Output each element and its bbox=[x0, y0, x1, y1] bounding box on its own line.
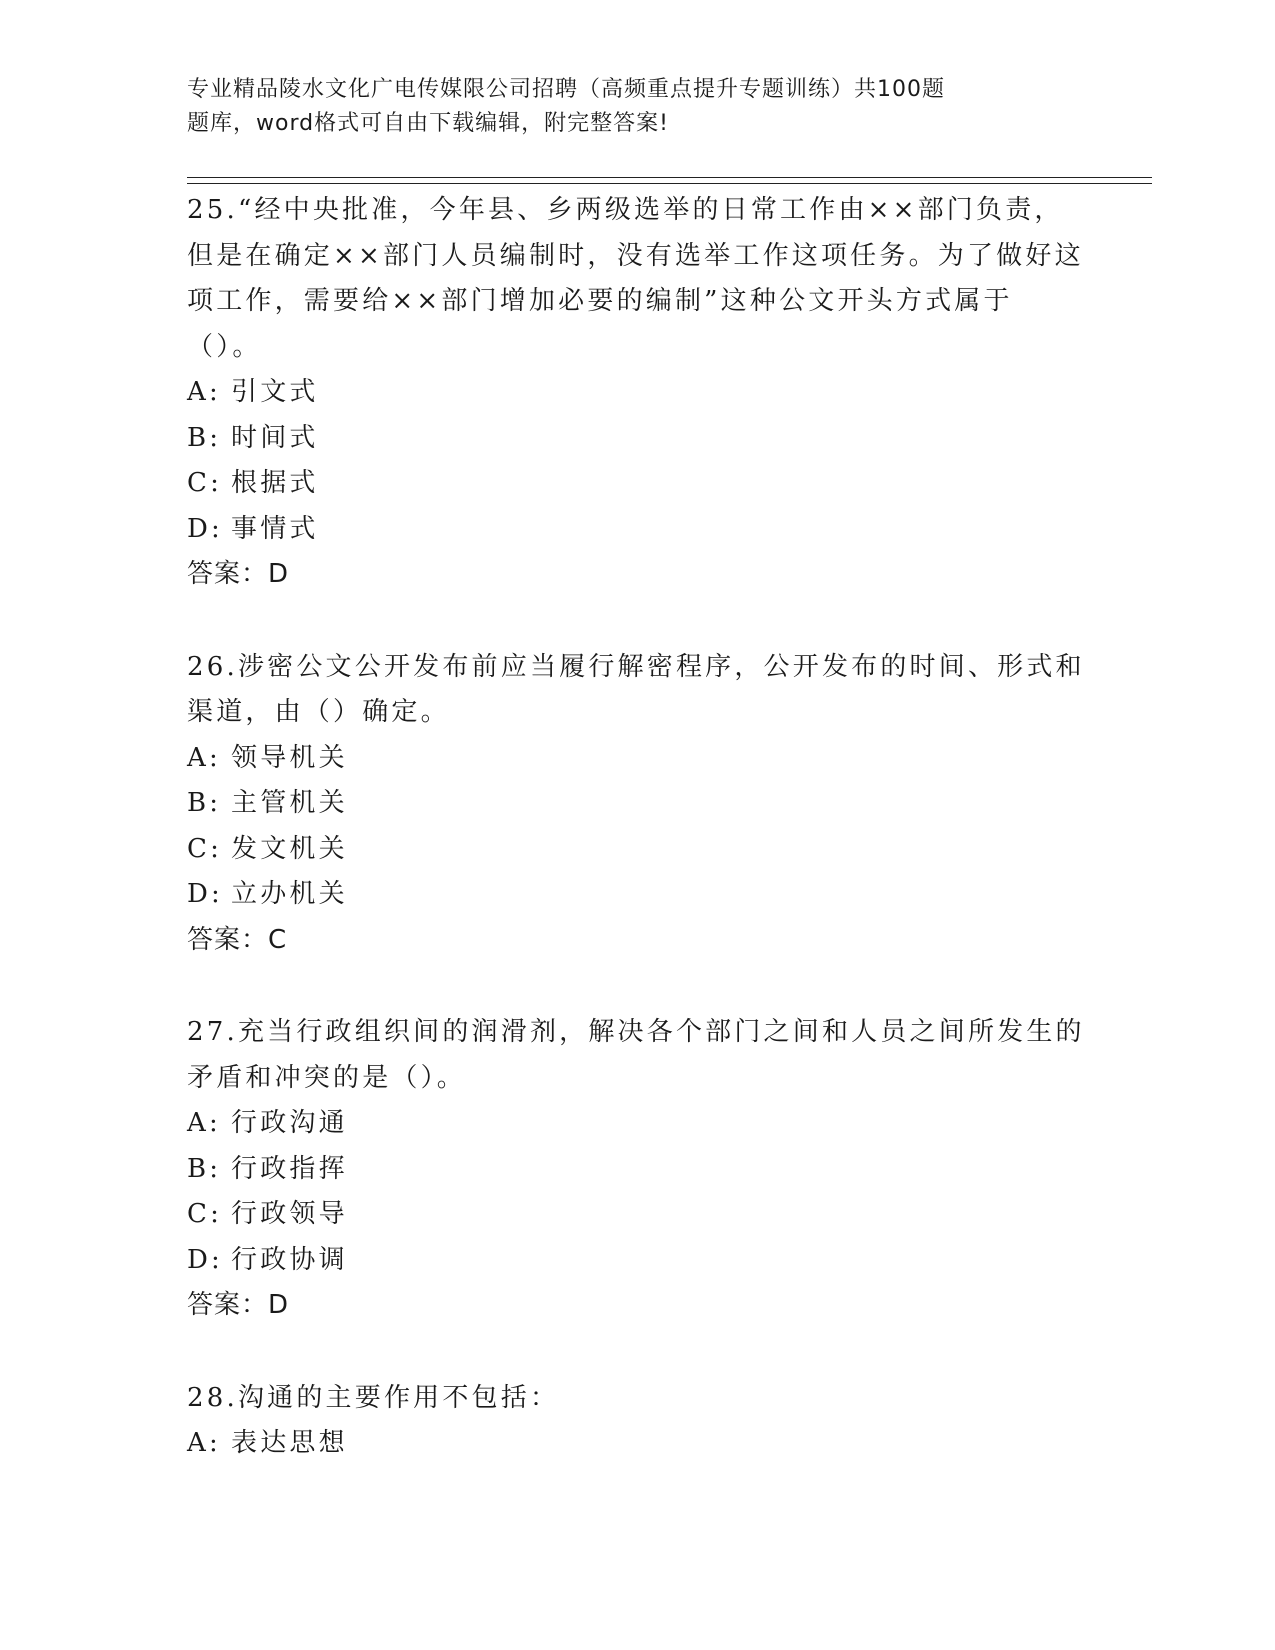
option-a bbox=[187, 370, 1087, 416]
option-c bbox=[187, 1192, 1087, 1238]
option-text: 表达思想 bbox=[231, 1428, 348, 1458]
option-key: D: bbox=[187, 1244, 224, 1275]
option-d bbox=[187, 1238, 1087, 1284]
question-25 bbox=[187, 188, 1087, 598]
option-c bbox=[187, 461, 1087, 507]
option-b bbox=[187, 416, 1087, 462]
option-text: 行政领导 bbox=[231, 1199, 348, 1229]
answer-line: 答案：D bbox=[187, 559, 290, 589]
question-stem: 25.“经中央批准，今年县、乡两级选举的日常工作由××部门负责，但是在确定××部门人员编制时，没有选举工作这项任务。为了做好这项工作，需要给××部门增加必要的编制”这种公文开头方式属于（）。 bbox=[187, 195, 1084, 362]
option-key: A: bbox=[187, 1428, 221, 1458]
option-b bbox=[187, 1147, 1087, 1193]
header-title-line-2: 题库，word格式可自由下载编辑，附完整答案! bbox=[187, 111, 669, 136]
option-text: 主管机关 bbox=[231, 788, 348, 818]
answer-line: 答案：D bbox=[187, 1290, 290, 1320]
option-text: 引文式 bbox=[231, 377, 319, 407]
header-divider-top bbox=[187, 177, 1152, 178]
option-a bbox=[187, 1101, 1087, 1147]
option-key: B: bbox=[187, 788, 222, 818]
question-stem: 27.充当行政组织间的润滑剂，解决各个部门之间和人员之间所发生的矛盾和冲突的是（）。 bbox=[187, 1017, 1085, 1093]
question-26 bbox=[187, 645, 1087, 964]
option-a bbox=[187, 1421, 1087, 1467]
option-text: 行政指挥 bbox=[231, 1153, 348, 1184]
option-text: 时间式 bbox=[231, 422, 319, 453]
document-header bbox=[187, 73, 1017, 141]
option-text: 发文机关 bbox=[231, 833, 348, 864]
option-text: 行政沟通 bbox=[231, 1108, 348, 1138]
option-d bbox=[187, 507, 1087, 553]
option-b bbox=[187, 781, 1087, 827]
option-key: C: bbox=[187, 1199, 223, 1229]
question-list bbox=[187, 188, 1087, 1514]
option-text: 事情式 bbox=[231, 513, 319, 544]
header-divider-bottom bbox=[187, 183, 1152, 184]
option-text: 立办机关 bbox=[231, 879, 348, 909]
option-key: A: bbox=[187, 1108, 221, 1138]
option-d bbox=[187, 872, 1087, 918]
option-key: A: bbox=[187, 377, 221, 407]
option-key: C: bbox=[187, 833, 223, 864]
answer-line: 答案：C bbox=[187, 924, 288, 955]
option-key: B: bbox=[187, 1153, 222, 1184]
option-c bbox=[187, 827, 1087, 873]
question-stem: 28.沟通的主要作用不包括： bbox=[187, 1382, 560, 1413]
question-28 bbox=[187, 1376, 1087, 1467]
question-stem: 26.涉密公文公开发布前应当履行解密程序，公开发布的时间、形式和渠道，由（）确定。 bbox=[187, 651, 1085, 727]
question-27 bbox=[187, 1010, 1087, 1329]
option-a bbox=[187, 736, 1087, 782]
header-title-line-1: 专业精品陵水文化广电传媒限公司招聘（高频重点提升专题训练）共100题 bbox=[187, 77, 945, 102]
option-key: D: bbox=[187, 879, 224, 909]
option-key: C: bbox=[187, 468, 223, 498]
option-text: 根据式 bbox=[231, 468, 319, 498]
option-text: 行政协调 bbox=[231, 1244, 348, 1275]
option-key: B: bbox=[187, 422, 222, 453]
option-text: 领导机关 bbox=[231, 742, 348, 773]
option-key: A: bbox=[187, 742, 221, 773]
option-key: D: bbox=[187, 513, 224, 544]
